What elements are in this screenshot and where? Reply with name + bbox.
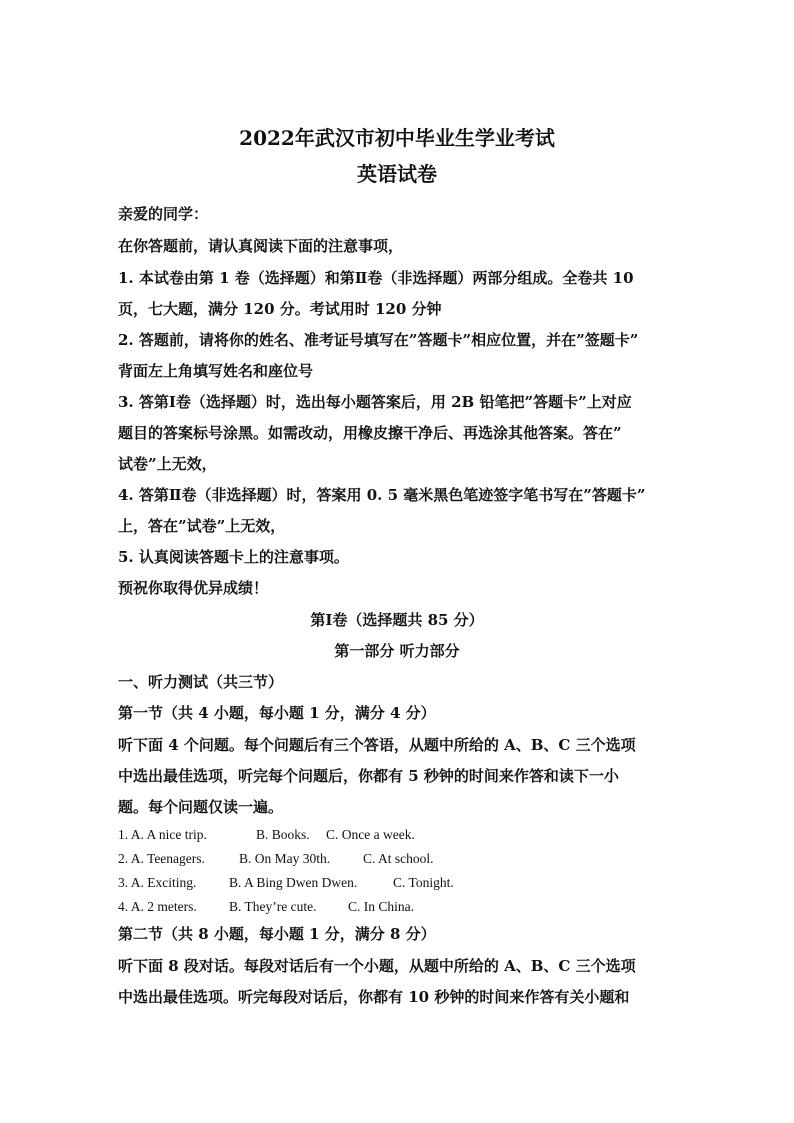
notice-intro: 在你答题前，请认真阅读下面的注意事项， — [118, 237, 404, 255]
instruction-line: 题。每个问题仅读一遍。 — [118, 798, 284, 816]
notice-line: 2. 答题前，请将你的姓名、准考证号填写在”答题卡”相应位置，并在”签题卡” — [118, 331, 639, 349]
instruction-line: 中选出最佳选项，听完每个问题后，你都有 5 秒钟的时间来作答和读下一小 — [118, 767, 619, 785]
notice-line: 4. 答第Ⅱ卷（非选择题）时，答案用 0. 5 毫米黑色笔迹签字笔书写在”答题卡” — [118, 486, 646, 504]
instruction-line: 中选出最佳选项。听完每段对话后，你都有 10 秒钟的时间来作答有关小题和 — [118, 988, 630, 1006]
notice-line: 1. 本试卷由第 1 卷（选择题）和第Ⅱ卷（非选择题）两部分组成。全卷共 10 — [118, 269, 634, 287]
notice-line: 背面左上角填写姓名和座位号 — [118, 362, 314, 380]
notice-line: 5. 认真阅读答题卡上的注意事项。 — [118, 548, 349, 566]
option-c: C. In China. — [348, 899, 414, 914]
subsection-title: 第一节（共 4 小题，每小题 1 分，满分 4 分） — [118, 704, 436, 722]
instruction-line: 听下面 4 个问题。每个问题后有三个答语，从题中所给的 A、B、C 三个选项 — [118, 736, 636, 754]
section-title: 一、听力测试（共三节） — [118, 673, 284, 691]
notice-line: 试卷”上无效， — [118, 455, 217, 473]
notice-line: 上，答在”试卷”上无效， — [118, 517, 286, 535]
option-a: 4. A. 2 meters. — [118, 899, 197, 914]
instruction-line: 听下面 8 段对话。每段对话后有一个小题，从题中所给的 A、B、C 三个选项 — [118, 957, 636, 975]
part-subheading: 第一部分 听力部分 — [334, 642, 460, 660]
option-b: B. On May 30th. — [239, 851, 331, 866]
option-b: B. Books. — [256, 827, 310, 842]
option-a: 2. A. Teenagers. — [118, 851, 205, 866]
option-c: C. Once a week. — [326, 827, 415, 842]
option-b: B. They’re cute. — [229, 899, 317, 914]
option-a: 3. A. Exciting. — [118, 875, 197, 890]
question-row — [118, 826, 415, 844]
notice-line: 题目的答案标号涂黑。如需改动，用橡皮擦干净后、再选涂其他答案。答在” — [118, 424, 622, 442]
question-row — [118, 850, 434, 868]
greeting: 亲爱的同学： — [118, 205, 209, 223]
question-row — [118, 898, 414, 916]
exam-subtitle: 英语试卷 — [357, 162, 437, 186]
option-a: 1. A. A nice trip. — [118, 827, 207, 842]
subsection-title: 第二节（共 8 小题，每小题 1 分，满分 8 分） — [118, 925, 436, 943]
notice-line: 页，七大题，满分 120 分。考试用时 120 分钟 — [118, 300, 442, 318]
exam-title: 2022年武汉市初中毕业生学业考试 — [239, 126, 555, 150]
option-b: B. A Bing Dwen Dwen. — [229, 875, 358, 890]
notice-wish: 预祝你取得优异成绩！ — [118, 579, 269, 597]
part-heading: 第Ⅰ卷（选择题共 85 分） — [310, 611, 484, 629]
notice-line: 3. 答第Ⅰ卷（选择题）时，选出每小题答案后，用 2B 铅笔把”答题卡”上对应 — [118, 393, 632, 411]
option-c: C. Tonight. — [393, 875, 454, 890]
option-c: C. At school. — [363, 851, 434, 866]
question-row — [118, 874, 454, 892]
